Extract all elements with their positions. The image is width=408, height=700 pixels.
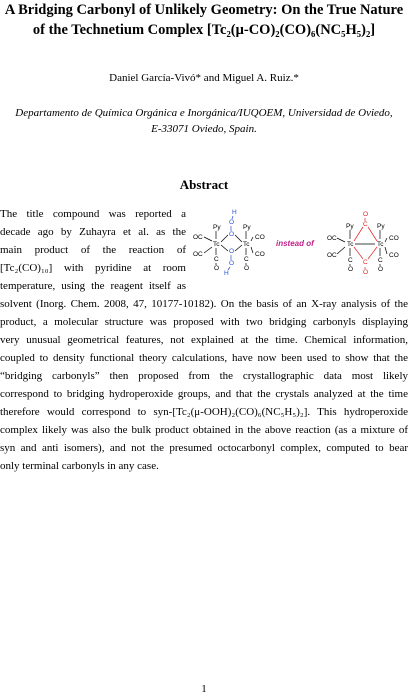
abstract-heading: Abstract [179, 177, 229, 192]
abstract-line: very unusual geometrical features, not explained at the time. Chemical information, [0, 334, 408, 346]
abstract-line: correspond to bridging hydroperoxide groups, and that the crystals analyzed at the time [0, 388, 408, 400]
atom-label: CO [255, 234, 265, 241]
paper-title [0, 0, 408, 40]
atom-label: CO [389, 252, 399, 259]
abstract-line: The title compound was reported a [0, 208, 186, 220]
atom-label: H [224, 270, 229, 277]
abstract-line: only terminal carbonyls in any case. [0, 460, 159, 472]
atom-label: O [214, 265, 220, 272]
abstract-line: temperature, using the reagent itself as [0, 280, 186, 292]
atom-label: H [232, 209, 237, 216]
atom-label: Tc [243, 241, 250, 248]
abstract-line: solvent (Inorg. Chem. 2008, 47, 10177-10182). On the basis of an X-ray analysis of the [0, 298, 408, 310]
atom-label: C [244, 256, 249, 263]
title-line-2: of the Technetium Complex [Tc₂(μ-CO)₂(CO)₆(NC₅H₅)₂] [32, 22, 376, 38]
atom-label: C [348, 257, 353, 264]
atom-label: O [229, 231, 235, 238]
atom-label: Py [346, 223, 354, 230]
atom-label: CO [389, 235, 399, 242]
page-number: 1 [201, 683, 207, 695]
affiliation [0, 105, 408, 137]
toc-graphic [188, 206, 408, 278]
abstract-line: product, a molecular structure was proposed with two bridging carbonyls displaying [0, 316, 408, 328]
abstract-line: “bridging carbonyls” then proposed from the crystallographic data most likely [0, 370, 408, 382]
abstract-line: therefore would correspond to syn-[Tc₂(μ-OOH)₂(CO)₆(NC₅H₅)₂]. This hydroperoxide [0, 406, 408, 418]
atom-label: Tc [377, 241, 384, 248]
atom-label: O [229, 248, 235, 255]
atom-label: O [378, 266, 384, 273]
atom-label: O [348, 266, 354, 273]
atom-label: O [229, 260, 235, 267]
affiliation-line-2: E-33071 Oviedo, Spain. [151, 123, 257, 135]
abstract-line: main product of the reaction of [0, 244, 186, 256]
atom-label: Py [243, 224, 251, 231]
affiliation-line-1: Departamento de Química Orgánica e Inorgánica/IUQOEM, Universidad de Oviedo, [15, 107, 393, 119]
atom-label: C [378, 257, 383, 264]
abstract-line: decade ago by Zuhayra et al. as the [0, 226, 186, 238]
instead-of-label: instead of [276, 239, 314, 248]
atom-label: O [244, 265, 250, 272]
atom-label: OC [327, 235, 337, 242]
atom-label: Py [213, 224, 221, 231]
atom-label: Tc [213, 241, 220, 248]
atom-label: OC [193, 234, 203, 241]
atom-label: O [229, 219, 235, 226]
abstract-line: coupled to density functional theory calculations, have now been used to show that the [0, 352, 408, 364]
abstract-line: syn and anti isomers), and not the presumed octocarbonyl complex, computed to bear [0, 442, 408, 454]
atom-label: Tc [347, 241, 354, 248]
atom-label: CO [255, 251, 265, 258]
atom-label: O [363, 269, 369, 276]
bridging-carbonyl-structure [327, 211, 399, 276]
atom-label: OC [327, 252, 337, 259]
abstract-line: complex likely was also the bulk product obtained in the above reaction (as a mixture of [0, 424, 408, 436]
hydroperoxide-structure [193, 209, 265, 277]
structure-comparison-graphic [188, 206, 408, 278]
author-list: Daniel García-Vivó* and Miguel A. Ruiz.* [109, 72, 299, 84]
atom-label: OC [193, 251, 203, 258]
abstract-line: [Tc₂(CO)₁₀] with pyridine at room [0, 262, 186, 274]
atom-label: C [363, 221, 368, 228]
atom-label: C [363, 259, 368, 266]
atom-label: C [214, 256, 219, 263]
atom-label: O [363, 211, 369, 218]
title-line-1: A Bridging Carbonyl of Unlikely Geometry: On the True Nature [4, 2, 404, 18]
atom-label: Py [377, 223, 385, 230]
